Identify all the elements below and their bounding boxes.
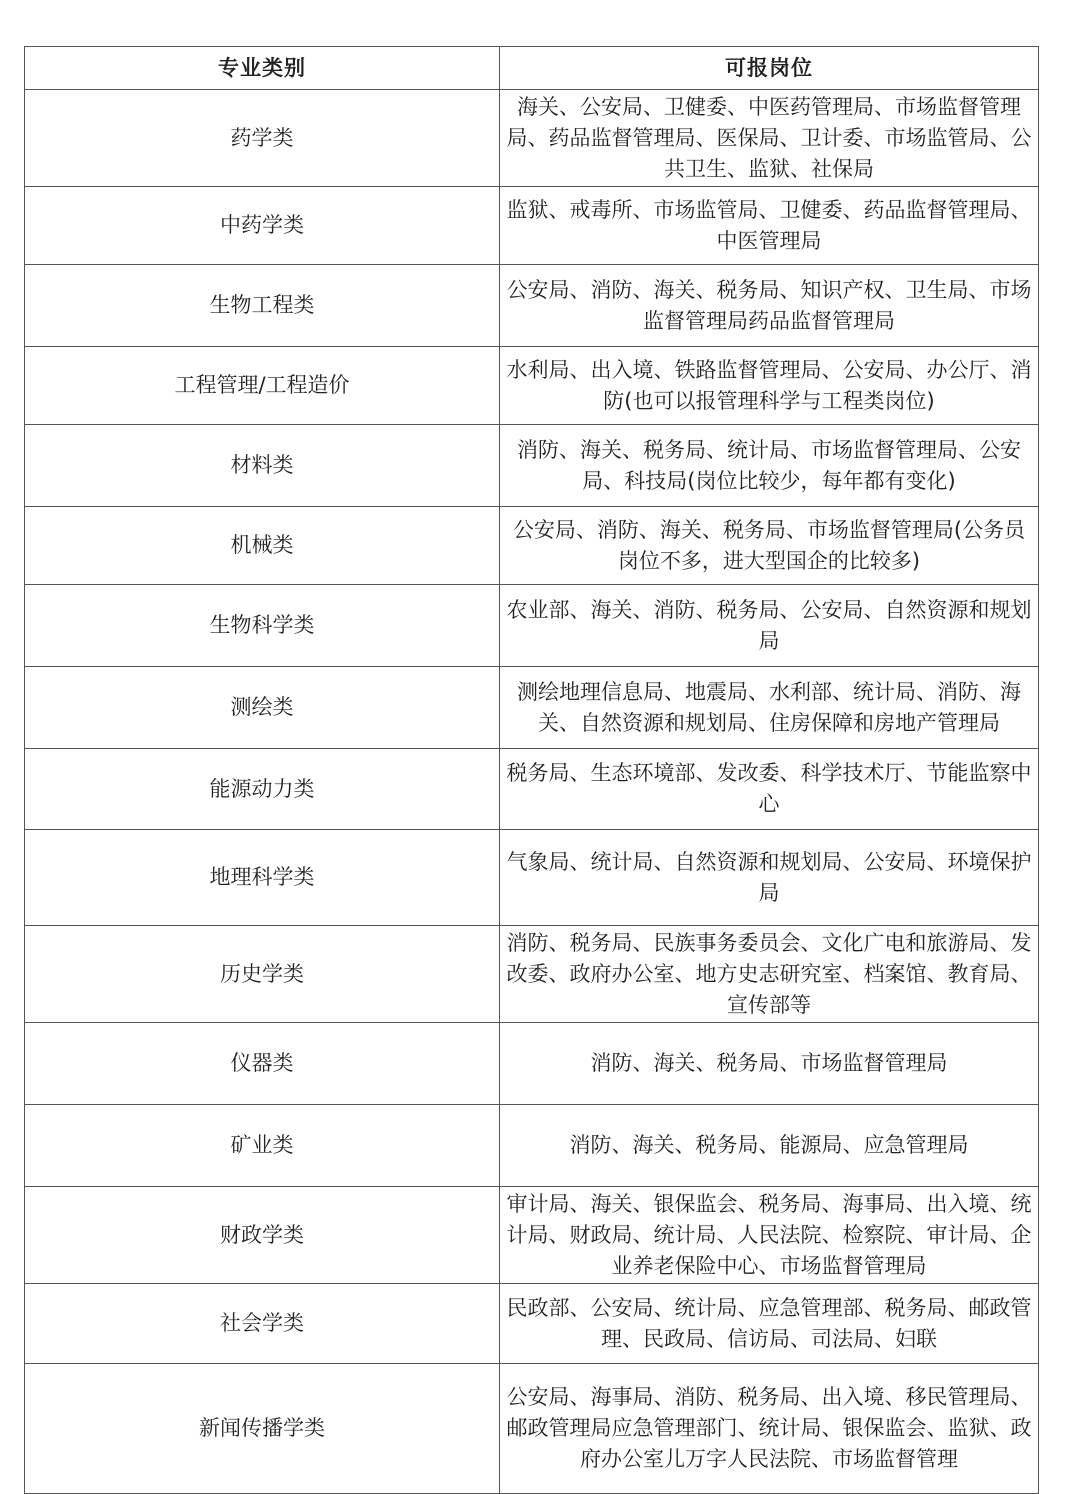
positions-cell: 消防、海关、税务局、市场监督管理局 [500,1023,1039,1105]
positions-cell: 公安局、消防、海关、税务局、市场监督管理局(公务员岗位不多，进大型国企的比较多) [500,507,1039,585]
table-row [25,507,1039,585]
table-row [25,265,1039,347]
category-cell: 历史学类 [25,926,500,1023]
positions-cell: 公安局、海事局、消防、税务局、出入境、移民管理局、邮政管理局应急管理部门、统计局、银保监会、监狱、政府办公室儿万字人民法院、市场监督管理 [500,1364,1039,1494]
category-cell: 地理科学类 [25,830,500,926]
table-row [25,90,1039,187]
table-row [25,347,1039,425]
positions-cell: 公安局、消防、海关、税务局、知识产权、卫生局、市场监督管理局药品监督管理局 [500,265,1039,347]
major-position-table [24,46,1039,1494]
positions-cell: 消防、税务局、民族事务委员会、文化广电和旅游局、发改委、政府办公室、地方史志研究室、档案馆、教育局、宣传部等 [500,926,1039,1023]
category-cell: 能源动力类 [25,749,500,830]
category-cell: 新闻传播学类 [25,1364,500,1494]
header-row [25,47,1039,90]
positions-cell: 测绘地理信息局、地震局、水利部、统计局、消防、海关、自然资源和规划局、住房保障和房地产管理局 [500,667,1039,749]
category-cell: 工程管理/工程造价 [25,347,500,425]
category-cell: 生物工程类 [25,265,500,347]
positions-cell: 消防、海关、税务局、统计局、市场监督管理局、公安局、科技局(岗位比较少，每年都有变化) [500,425,1039,507]
category-cell: 中药学类 [25,187,500,265]
table-row [25,1023,1039,1105]
positions-cell: 民政部、公安局、统计局、应急管理部、税务局、邮政管理、民政局、信访局、司法局、妇联 [500,1284,1039,1364]
table-row [25,667,1039,749]
positions-cell: 水利局、出入境、铁路监督管理局、公安局、办公厅、消防(也可以报管理科学与工程类岗位) [500,347,1039,425]
table-row [25,749,1039,830]
table-row [25,1105,1039,1187]
category-cell: 矿业类 [25,1105,500,1187]
category-cell: 材料类 [25,425,500,507]
table-row [25,926,1039,1023]
positions-cell: 税务局、生态环境部、发改委、科学技术厅、节能监察中心 [500,749,1039,830]
positions-cell: 消防、海关、税务局、能源局、应急管理局 [500,1105,1039,1187]
positions-cell: 海关、公安局、卫健委、中医药管理局、市场监督管理局、药品监督管理局、医保局、卫计委、市场监管局、公共卫生、监狱、社保局 [500,90,1039,187]
category-cell: 仪器类 [25,1023,500,1105]
category-cell: 药学类 [25,90,500,187]
header-positions: 可报岗位 [500,47,1039,90]
header-category: 专业类别 [25,47,500,90]
positions-cell: 气象局、统计局、自然资源和规划局、公安局、环境保护局 [500,830,1039,926]
positions-cell: 农业部、海关、消防、税务局、公安局、自然资源和规划局 [500,585,1039,667]
table-row [25,187,1039,265]
table-row [25,1284,1039,1364]
table-row [25,830,1039,926]
positions-cell: 监狱、戒毒所、市场监管局、卫健委、药品监督管理局、中医管理局 [500,187,1039,265]
table-row [25,425,1039,507]
table-row [25,1187,1039,1284]
category-cell: 机械类 [25,507,500,585]
table-row [25,1364,1039,1494]
category-cell: 财政学类 [25,1187,500,1284]
positions-cell: 审计局、海关、银保监会、税务局、海事局、出入境、统计局、财政局、统计局、人民法院、检察院、审计局、企业养老保险中心、市场监督管理局 [500,1187,1039,1284]
category-cell: 生物科学类 [25,585,500,667]
table-row [25,585,1039,667]
category-cell: 社会学类 [25,1284,500,1364]
category-cell: 测绘类 [25,667,500,749]
